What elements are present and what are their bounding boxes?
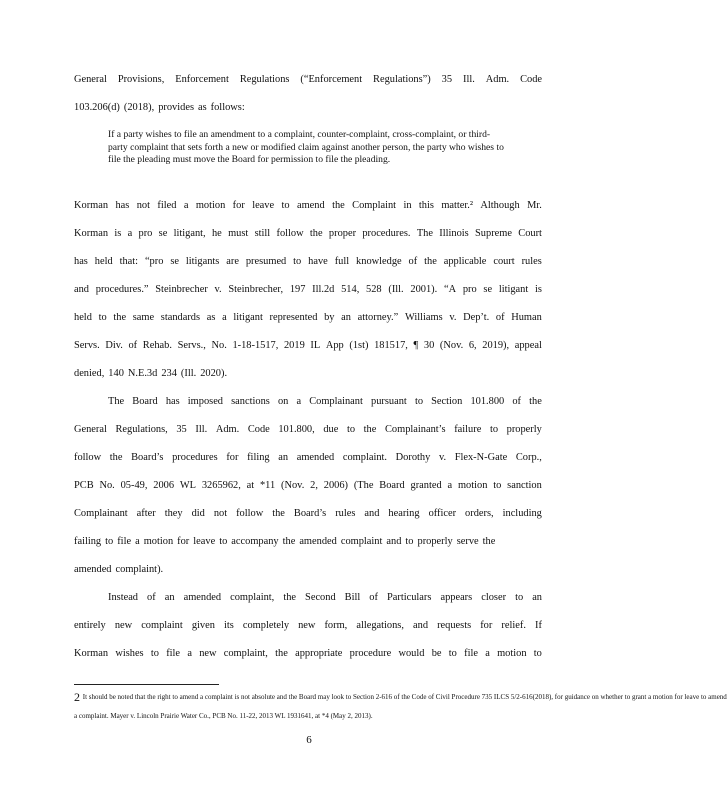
footnote-line-1: It should be noted that the right to amend a complaint is not absolute and the Board may look to Section 2-616 of the Code of Civil Procedure 735 ILCS 5/2-616(2018), for guidance on whether to grant a motion for leave to amend <box>82 693 727 701</box>
body-line: Servs. Div. of Rehab. Servs., No. 1-18-1517, 2019 IL App (1st) 181517, ¶ 30 (Nov. 6, 2019), appeal <box>74 340 542 351</box>
body-line: held to the same standards as a litigant represented by an attorney.” Williams v. Dep’t. of Human <box>74 312 542 323</box>
body-line: Korman has not filed a motion for leave to amend the Complaint in this matter.² Although Mr. <box>74 200 542 211</box>
footnote-mark: 2 <box>74 690 80 704</box>
body-line: Instead of an amended complaint, the Second Bill of Particulars appears closer to an <box>108 592 542 603</box>
footnote-line-2-row <box>74 712 542 720</box>
body-line: amended complaint). <box>74 564 164 575</box>
body-line: has held that: “pro se litigants are presumed to have full knowledge of the applicable court rules <box>74 256 542 267</box>
body-line: failing to file a motion for leave to accompany the amended complaint and to properly serve the <box>74 536 496 547</box>
body-line: Korman wishes to file a new complaint, the appropriate procedure would be to file a motion to <box>74 648 542 659</box>
body-line: The Board has imposed sanctions on a Complainant pursuant to Section 101.800 of the <box>108 396 542 407</box>
body-line: denied, 140 N.E.3d 234 (Ill. 2020). <box>74 368 228 379</box>
body-line: Complainant after they did not follow the Board’s rules and hearing officer orders, including <box>74 508 542 519</box>
body-line: and procedures.” Steinbrecher v. Steinbrecher, 197 Ill.2d 514, 528 (Ill. 2001). “A pro se litigant is <box>74 284 542 295</box>
block-quote <box>108 129 508 167</box>
body-line: General Regulations, 35 Ill. Adm. Code 101.800, due to the Complainant’s failure to properly <box>74 424 542 435</box>
body-line: Korman is a pro se litigant, he must still follow the proper procedures. The Illinois Supreme Court <box>74 228 542 239</box>
body-line: PCB No. 05-49, 2006 WL 3265962, at *11 (Nov. 2, 2006) (The Board granted a motion to sanction <box>74 480 542 491</box>
body-line: follow the Board’s procedures for filing an amended complaint. Dorothy v. Flex-N-Gate Corp., <box>74 452 542 463</box>
page-number: 6 <box>306 734 312 746</box>
body-line: 103.206(d) (2018), provides as follows: <box>74 102 245 113</box>
block-quote-text: If a party wishes to file an amendment to a complaint, counter-complaint, cross-complaint, or third-party complaint that sets forth a new or modified claim against another person, the party who wishes to file the pleading must move the Board for permission to file the pleading. <box>108 129 504 166</box>
body-line: entirely new complaint given its completely new form, allegations, and requests for relief. If <box>74 620 542 631</box>
footnote-line-2: a complaint. Mayer v. Lincoln Prairie Water Co., PCB No. 11-22, 2013 WL 1931641, at *4 (May 2, 2013). <box>74 712 373 720</box>
footnote-divider <box>74 684 219 685</box>
body-line: General Provisions, Enforcement Regulations (“Enforcement Regulations”) 35 Ill. Adm. Code <box>74 74 542 85</box>
footnote <box>74 688 727 704</box>
